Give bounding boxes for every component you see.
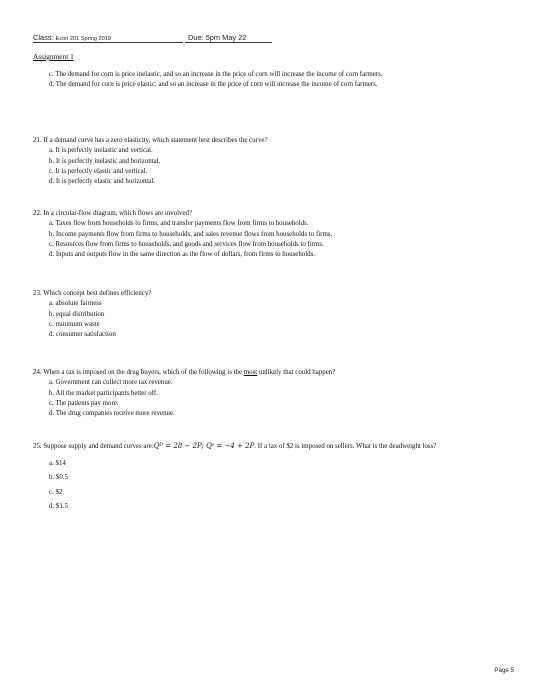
option-c: c. minimum waste: [49, 320, 100, 328]
question-24: [33, 368, 513, 419]
class-value: Econ 201 Spring 2019: [55, 36, 111, 42]
question-stem: 23. Which concept best defines efficiency?: [33, 290, 152, 297]
stem-end: . If a tax of $2 is imposed on sellers. What is the deadweight loss?: [254, 443, 437, 450]
stem-before: 24. When a tax is imposed on the drug buyers, which of the following is the: [33, 369, 244, 376]
option-d: d. consumer satisfaction: [49, 331, 116, 339]
due-value: 5pm May 22: [205, 33, 247, 42]
question-21: [33, 136, 513, 187]
question-23: [33, 289, 513, 340]
assignment-title: Assignment 1: [33, 52, 74, 61]
option-c: c. It is perfectly elastic and vertical.: [49, 167, 148, 175]
due-label: Due:: [188, 33, 204, 42]
option-b: b. All the market participants better off.: [49, 389, 158, 397]
option-b: b. equal distribution: [49, 310, 105, 318]
question-stem: 22. In a circular-flow diagram, which flows are involved?: [33, 210, 193, 217]
option-c: c. $2: [49, 488, 63, 496]
option-c: c. Resources flow from firms to households, and goods and services flow from households to firms.: [49, 240, 324, 248]
class-field: [33, 33, 111, 42]
question-22: [33, 209, 513, 260]
class-label: Class:: [33, 33, 54, 42]
option-d: d. It is perfectly elastic and horizontal.: [49, 178, 156, 186]
option-a: a. Government can collect more tax revenue.: [49, 379, 173, 387]
stem-emphasis: most: [243, 369, 258, 376]
options-list: [33, 457, 513, 515]
stem-after: unlikely that could happen?: [257, 369, 336, 376]
option-d: d. $1.5: [49, 503, 68, 511]
option-b: b. $0.5: [49, 474, 68, 482]
question-stem: [33, 442, 513, 452]
option-a: a. $14: [49, 459, 66, 467]
due-underline: [185, 42, 272, 43]
question-stem: 21. If a demand curve has a zero elasticity, which statement best describes the curve?: [33, 137, 268, 144]
class-underline: [33, 42, 183, 43]
option-d: d. The drug companies receive more revenue.: [49, 410, 175, 418]
option-b: b. It is perfectly inelastic and horizontal.: [49, 157, 161, 165]
page-number: Page 5: [494, 667, 514, 674]
option-c: c. The patients pay more.: [49, 399, 119, 407]
option-d: d. Inputs and outputs flow in the same direction as the flow of dollars, from firms to households.: [49, 251, 316, 259]
option-d: d. The demand for corn is price elastic, and so an increase in the price of corn will increase the income of corn farmers.: [49, 81, 378, 89]
question-25: [33, 442, 513, 515]
option-a: a. Taxes flow from households to firms, and transfer payments flow from firms to households.: [49, 220, 309, 228]
due-field: [188, 33, 246, 42]
question-stem: [33, 368, 513, 378]
question-20-continued: [33, 70, 513, 91]
equations: Qᴰ = 28 − 2P; Qˢ = −4 + 2P: [153, 442, 255, 450]
option-a: a. absolute fairness: [49, 300, 102, 308]
option-b: b. Income payments flow from firms to households, and sales revenue flows from households to firms.: [49, 230, 333, 238]
option-c: c. The demand for corn is price inelastic, and so an increase in the price of corn will increase the income of corn farmers.: [49, 71, 383, 78]
option-a: a. It is perfectly inelastic and vertical.: [49, 147, 153, 155]
stem-start: 25. Suppose supply and demand curves are:: [33, 443, 154, 450]
